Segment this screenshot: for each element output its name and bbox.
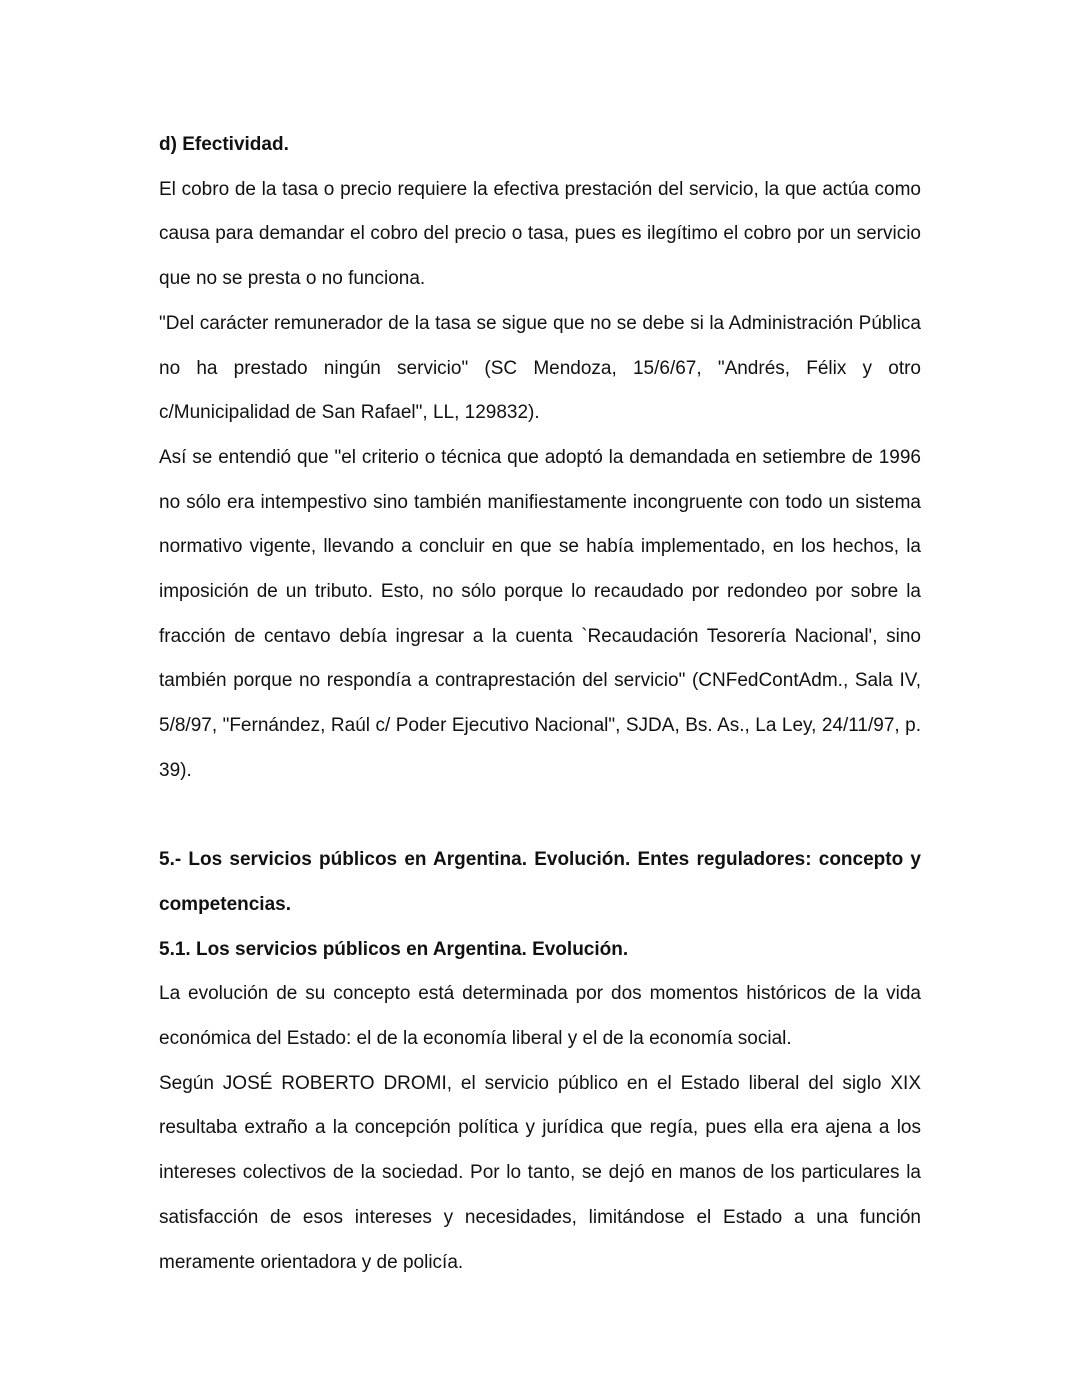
document-page [159, 123, 921, 1285]
section-spacer [159, 794, 921, 839]
paragraph-quote-cnfed: Así se entendió que "el criterio o técnica que adoptó la demandada en setiembre de 1996 no sólo era intempestivo sino también manifiestamente incongruente con todo un sistema normativo vigente, llevando a concluir en que se había implementado, en los hechos, la imposición de un tributo. Esto, no sólo porque lo recaudado por redondeo por sobre la fracción de centavo debía ingresar a la cuenta `Recaudación Tesorería Nacional', sino también porque no respondía a contraprestación del servicio" (CNFedContAdm., Sala IV, 5/8/97, "Fernández, Raúl c/ Poder Ejecutivo Nacional", SJDA, Bs. As., La Ley, 24/11/97, p. 39). [159, 446, 921, 781]
paragraph-evolucion: La evolución de su concepto está determinada por dos momentos históricos de la vida económica del Estado: el de la economía liberal y el de la economía social. [159, 983, 921, 1050]
section-5-heading: 5.- Los servicios públicos en Argentina. Evolución. Entes reguladores: concepto y competencias. [159, 849, 921, 915]
section-d-heading: d) Efectividad. [159, 134, 289, 155]
paragraph-efectividad: El cobro de la tasa o precio requiere la efectiva prestación del servicio, la que actúa como causa para demandar el cobro del precio o tasa, pues es ilegítimo el cobro por un servicio que no se presta o no funciona. [159, 178, 921, 290]
section-5-1-heading: 5.1. Los servicios públicos en Argentina. Evolución. [159, 938, 629, 960]
paragraph-quote-mendoza: "Del carácter remunerador de la tasa se sigue que no se debe si la Administración Pública no ha prestado ningún servicio" (SC Mendoza, 15/6/67, "Andrés, Félix y otro c/Municipalidad de San Rafael", LL, 129832). [159, 312, 921, 424]
paragraph-dromi: Según JOSÉ ROBERTO DROMI, el servicio público en el Estado liberal del siglo XIX resultaba extraño a la concepción política y jurídica que regía, pues ella era ajena a los intereses colectivos de la sociedad. Por lo tanto, se dejó en manos de los particulares la satisfacción de esos intereses y necesidades, limitándose el Estado a una función meramente orientadora y de policía. [159, 1072, 921, 1273]
